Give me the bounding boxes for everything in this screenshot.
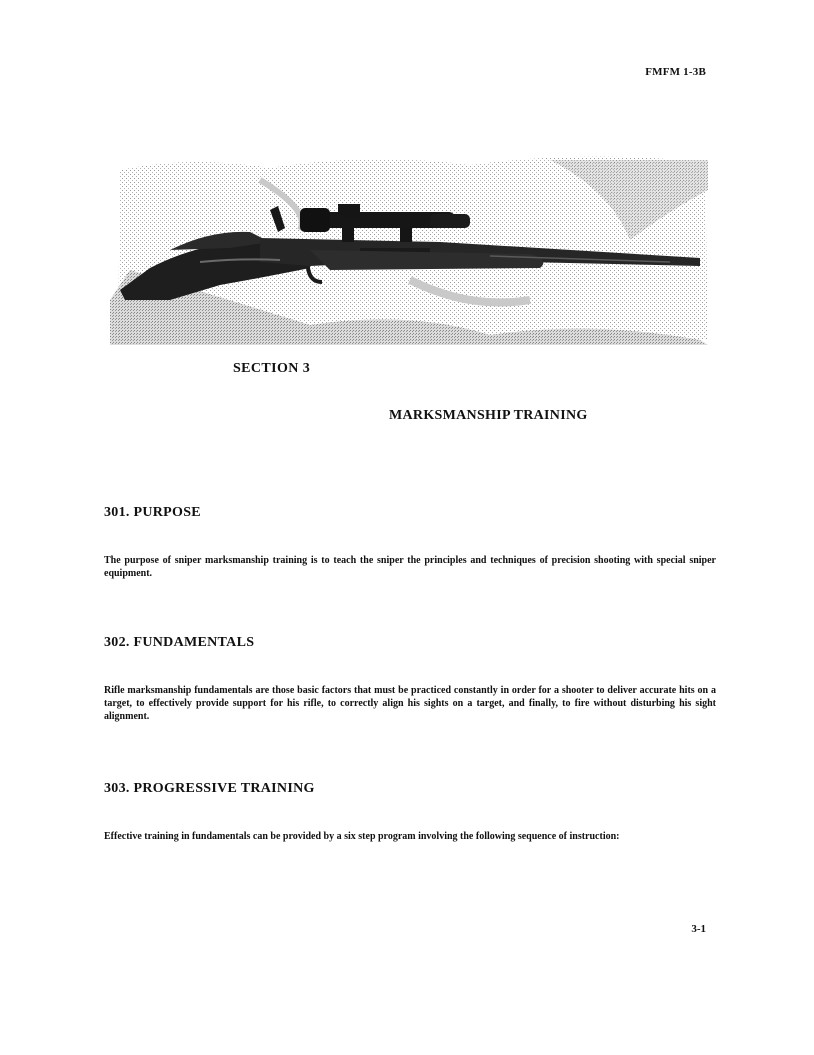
- heading-fundamentals: 302. FUNDAMENTALS: [104, 635, 255, 650]
- section-title: MARKSMANSHIP TRAINING: [389, 408, 588, 423]
- heading-purpose: 301. PURPOSE: [104, 505, 201, 520]
- heading-progressive-training: 303. PROGRESSIVE TRAINING: [104, 781, 315, 796]
- section-number: SECTION 3: [233, 361, 311, 376]
- rifle-photo: [110, 150, 710, 345]
- document-id: FMFM 1-3B: [645, 66, 706, 78]
- paragraph-purpose: The purpose of sniper marksmanship training is to teach the sniper the principles and techniques of precision shooting with special sniper equipment.: [104, 555, 716, 579]
- paragraph-progressive-training: Effective training in fundamentals can be provided by a six step program involving the following sequence of instruction:: [104, 831, 620, 842]
- page-number: 3-1: [691, 923, 706, 935]
- paragraph-fundamentals: Rifle marksmanship fundamentals are those basic factors that must be practiced constantly in order for a shooter to deliver accurate hits on a target, to effectively provide support for his rifle, to correctly align his sights on a target, and finally, to fire without disturbing his sight alignment.: [104, 685, 716, 722]
